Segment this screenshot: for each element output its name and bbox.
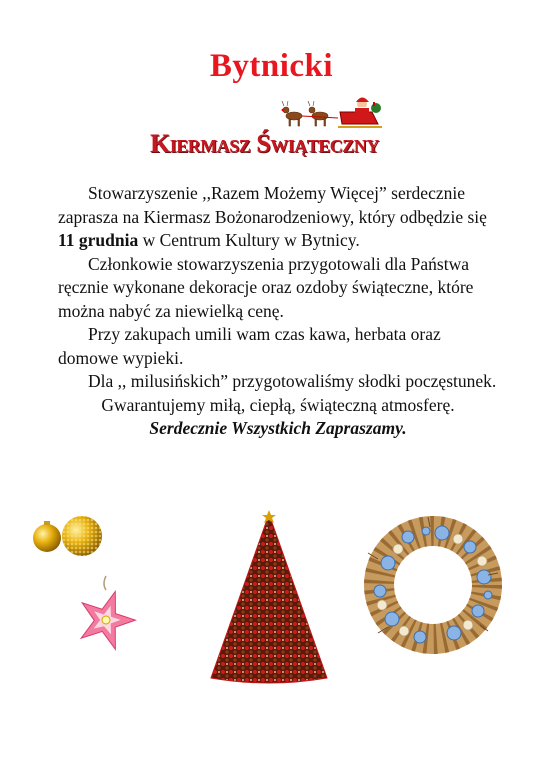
paragraph-2: Członkowie stowarzyszenia przygotowali dla Państwa ręcznie wykonane dekoracje oraz ozdoby świąteczne, które można nabyć za niewielką cenę. — [58, 253, 474, 321]
page-title: Bytnicki — [209, 48, 334, 84]
christmas-wreath-image — [358, 513, 508, 658]
paragraph-1-text-b: w Centrum Kultury w Bytnicy. — [138, 230, 360, 250]
santa-sleigh-icon — [280, 96, 400, 132]
paragraph-3: Przy zakupach umili wam czas kawa, herbata oraz domowe wypieki. — [58, 324, 441, 368]
closing-line: Serdecznie Wszystkich Zapraszamy. — [149, 418, 407, 438]
event-date: 11 grudnia — [58, 230, 139, 250]
fair-banner — [150, 96, 410, 166]
fair-banner-text: Kiermasz Świąteczny — [150, 129, 379, 158]
paragraph-5: Gwarantujemy miłą, ciepłą, świąteczną atmosferę. — [101, 394, 455, 415]
paragraph-1 — [58, 182, 498, 253]
gold-baubles-image — [30, 510, 110, 570]
pink-star-ornament-image — [66, 574, 148, 654]
christmas-tree-image — [205, 510, 333, 690]
paragraph-1-text-a: Stowarzyszenie ,,Razem Możemy Więcej” serdecznie zaprasza na Kiermasz Bożonarodzeniowy, który odbędzie się — [58, 183, 487, 227]
invitation-text — [58, 182, 498, 441]
paragraph-4: Dla ,, milusińskich” przygotowaliśmy słodki poczęstunek. — [88, 371, 497, 391]
